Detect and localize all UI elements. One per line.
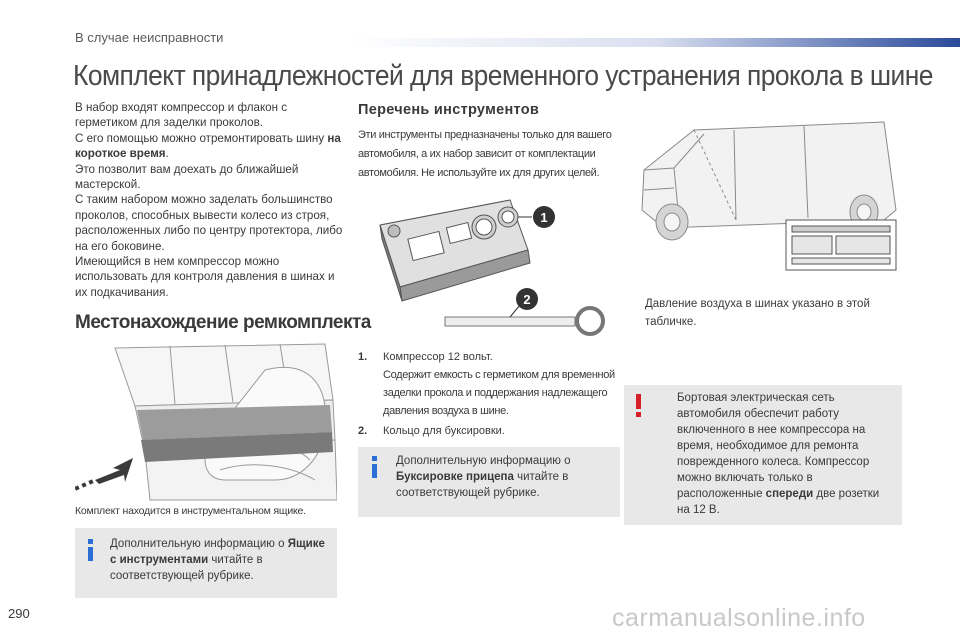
intro-bold: на короткое время	[75, 131, 341, 161]
seat-drawing	[75, 340, 337, 502]
pressure-text: Давление воздуха в шинах указано в этой табличке.	[645, 298, 870, 328]
info-box-toolbox	[75, 528, 337, 598]
intro-p4: С таким набором можно заделать большинство проколов, способных вывести колесо из строя, расположенных либо по центру протектора, либо на его боковине.	[75, 193, 343, 253]
info-icon	[87, 539, 95, 561]
section-title: В случае неисправности	[75, 30, 224, 45]
intro-p3: Это позволит вам доехать до ближайшей мастерской.	[75, 162, 299, 192]
warning-box	[624, 385, 902, 525]
arrow-icon	[75, 458, 133, 491]
intro-text	[75, 100, 345, 300]
tools-list	[358, 348, 628, 440]
page-number: 290	[8, 606, 30, 621]
info-text-toolbox: Дополнительную информацию о Ящике с инструментами читайте в соответствующей рубрике.	[110, 538, 325, 582]
svg-text:1: 1	[540, 210, 548, 225]
page-title: Комплект принадлежностей для временного устранения прокола в шине	[73, 60, 933, 92]
intro-p5: Имеющийся в нем компрессор можно использовать для контроля давления в шинах и их подкачивания.	[75, 255, 335, 299]
kit-drawing	[360, 195, 628, 340]
van-drawing	[634, 110, 914, 280]
callout-1	[518, 206, 555, 228]
tools-heading: Перечень инструментов	[358, 102, 540, 118]
tyre-pressure-label	[786, 220, 896, 270]
intro-p2: С его помощью можно отремонтировать шину на короткое время.	[75, 131, 341, 161]
towing-ring	[445, 308, 603, 334]
warning-text: Бортовая электрическая сеть автомобиля обеспечит работу включенного в нее компрессора на время, необходимое для ремонта поврежденного колеса. Компрессор можно включать только в расположенные спереди две розетки на 12 В.	[677, 392, 880, 516]
repair-kit-illustration	[360, 195, 628, 340]
van-illustration	[634, 110, 914, 280]
info-box-towing	[358, 447, 620, 517]
callout-2	[510, 288, 538, 317]
list-item: 2. Кольцо для буксировки.	[358, 425, 505, 437]
intro-p1: В набор входят компрессор и флакон с герметиком для заделки проколов.	[75, 101, 288, 130]
info-icon	[371, 456, 379, 478]
warning-icon	[635, 394, 643, 418]
info-text-towing: Дополнительную информацию о Буксировке прицепа читайте в соответствующей рубрике.	[396, 455, 571, 499]
tools-description: Эти инструменты предназначены только для вашего автомобиля, а их набор зависит от комплектации автомобиля. Не используйте их для других целей.	[358, 129, 612, 179]
header-accent-bar	[350, 38, 960, 47]
watermark: carmanualsonline.info	[612, 604, 866, 632]
list-item: 1. Компрессор 12 вольт. Содержит емкость с герметиком для временной заделки прокола и поддержания надлежащего давления воздуха в шине.	[358, 351, 615, 417]
location-heading: Местонахождение ремкомплекта	[75, 312, 371, 333]
svg-text:2: 2	[523, 292, 531, 307]
seat-toolbox-illustration	[75, 340, 337, 502]
location-caption: Комплект находится в инструментальном ящике.	[75, 505, 306, 517]
